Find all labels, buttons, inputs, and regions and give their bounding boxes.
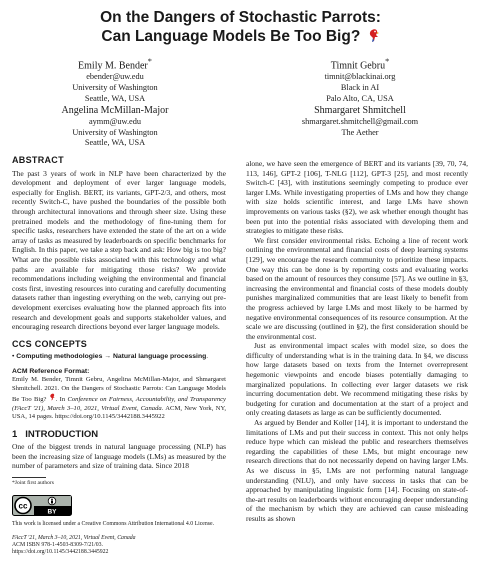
body-paragraph: We first consider environmental risks. Echoing a line of recent work outlining the environmental and financial costs of deep learning systems [129], we encourage the research community to prioritize these impacts. One way this can be done is by reporting costs and evaluating works based on the amount of resources they consume [57]. As we outline in §3, increasing the environmental and financial costs of these models doubly punishes marginalized communities that are least likely to benefit from the progress achieved by large LMs and most likely to be harmed by negative environmental consequences of its resource consumption. At the scale we are discussing (outlined in §2), the first consideration should be the environmental cost. xyxy=(246,235,468,341)
author-name: Shmargaret Shmitchell xyxy=(314,105,406,116)
cc-badge-label: cc xyxy=(18,501,28,511)
author-affiliation: University of Washington xyxy=(72,82,158,92)
paper-title-line1: On the Dangers of Stochastic Parrots: xyxy=(100,9,381,26)
acm-reference-venue: Conference on Fairness, Accountability, and Transparency (FAccT '21), March 3–10, 2021, Virtual Event, Canada. xyxy=(12,396,226,412)
author-affiliation: The Aether xyxy=(341,127,379,137)
ccs-main: Computing methodologies xyxy=(16,353,103,361)
abstract-heading: ABSTRACT xyxy=(12,155,64,165)
section-number: 1 xyxy=(12,428,18,440)
author-name: Angelina McMillan-Major xyxy=(61,105,169,116)
author-block-3 xyxy=(30,105,200,149)
author-block-2 xyxy=(275,56,445,104)
parrot-icon xyxy=(49,396,56,403)
section-title: INTRODUCTION xyxy=(25,428,99,440)
left-column xyxy=(12,156,226,556)
cc-by-license-badge[interactable] xyxy=(12,495,226,519)
introduction-heading xyxy=(12,430,226,440)
author-name: Timnit Gebru xyxy=(330,60,386,72)
author-block-1 xyxy=(30,56,200,104)
author-affiliation: University of Washington xyxy=(72,127,158,137)
body-paragraph: Just as environmental impact scales with model size, so does the difficulty of understanding what is in the training data. In §4, we discuss how large datasets based on texts from the Internet overrepresent hegemonic viewpoints and encode biases potentially damaging to marginalized populations. In collecting ever larger datasets we risk incurring documentation debt. We recommend mitigating these risks by budgeting for curation and documentation at the start of a project and only creating datasets as large as can be sufficiently documented. xyxy=(246,341,468,418)
paper-title-line2: Can Language Models Be Too Big? xyxy=(101,28,361,45)
ccs-sub: Natural language processing xyxy=(112,353,207,361)
author-marker: * xyxy=(147,57,152,66)
body-paragraph: alone, we have seen the emergence of BERT and its variants [39, 70, 74, 113, 146], GPT-2 [106], T-NLG [112], GPT-3 [25], and most recently Switch-C [43], with institutions seemingly competing to produce ever larger LMs. While investigating properties of LMs and how they change with size holds scientific interest, and large LMs have shown improvements on various tasks (§2), we ask whether enough thought has been put into the potential risks associated with developing them and strategies to mitigate these risks. xyxy=(246,159,468,236)
ccs-concept-item: • Computing methodologies → Natural language processing. xyxy=(12,353,209,361)
isbn-line: ACM ISBN 978-1-4503-8309-7/21/03. xyxy=(12,541,103,548)
author-email[interactable]: timnit@blackinai.org xyxy=(324,72,396,82)
author-location: Seattle, WA, USA xyxy=(84,93,146,103)
by-badge-label: BY xyxy=(47,508,57,516)
doi-link[interactable]: https://doi.org/10.1145/3442188.3445922 xyxy=(12,549,109,556)
right-column xyxy=(246,159,468,524)
license-text: This work is licensed under a Creative Commons Attribution International 4.0 License. xyxy=(12,521,215,528)
author-email[interactable]: ebender@uw.edu xyxy=(86,72,144,82)
ccs-arrow: → xyxy=(102,353,113,361)
author-affiliation: Black in AI xyxy=(340,82,380,92)
author-location: Seattle, WA, USA xyxy=(84,138,146,148)
author-location: Palo Alto, CA, USA xyxy=(326,93,394,103)
acm-reference-text: Emily M. Bender, Timnit Gebru, Angelina McMillan-Major, and Shmargaret Shmitchell. 2021. On the Dangers of Stochastic Parrots: Can Language Models Be Too Big? . In Conference on Fairness, Accountability, and Transparency (FAccT '21), March 3–10, 2021, Virtual Event, Canada. ACM, New York, NY, USA, 14 pages. https://doi.org/10.1145/3442188.3445922 xyxy=(12,376,227,421)
acm-reference-heading: ACM Reference Format: xyxy=(12,367,90,375)
abstract-text: The past 3 years of work in NLP have been characterized by the development and deployment of ever larger language models, especially for English. BERT, its variants, GPT-2/3, and others, most recently Switch-C, have pushed the boundaries of the possible both through architectural innovations and through sheer size. Using these pretrained models and the methodology of fine-tuning them for specific tasks, researchers have extended the state of the art on a wide array of tasks as measured by leaderboards on specific benchmarks for English. In this paper, we take a step back and ask: How big is too big? What are the possible risks associated with this technology and what paths are available for mitigating those risks? We provide recommendations including weighing the environmental and financial costs first, investing resources into curating and carefully documenting datasets rather than ingesting everything on the web, carrying out pre-development exercises evaluating how the planned approach fits into research and development goals and supports stakeholder values, and encouraging research directions beyond ever larger language models. xyxy=(12,168,226,332)
ccs-heading: CCS CONCEPTS xyxy=(12,338,88,349)
body-paragraph: As argued by Bender and Koller [14], it is important to understand the limitations of LMs and put their success in context. This not only helps reduce hype which can mislead the public and researchers themselves regarding the capabilities of these LMs, but might encourage new research directions that do not necessarily depend on having larger LMs. As we discuss in §5, LMs are not performing natural language understanding (NLU), and only have success in tasks that can be approached by manipulating linguistic form [14]. Focusing on state-of-the-art results on leaderboards without encouraging deeper understanding of the mechanism by which they are achieved can cause misleading results as shown xyxy=(246,418,468,523)
author-email[interactable]: aymm@uw.edu xyxy=(88,117,142,126)
author-marker: * xyxy=(385,57,390,66)
author-block-4 xyxy=(275,105,445,138)
footnote: *Joint first authors xyxy=(12,479,54,486)
paper-title xyxy=(0,8,481,48)
footnote-rule xyxy=(12,477,46,478)
parrot-icon xyxy=(368,28,380,48)
author-email[interactable]: shmargaret.shmitchell@gmail.com xyxy=(301,117,419,126)
introduction-text: One of the biggest trends in natural language processing (NLP) has been the increasing size of language models (LMs) as measured by the number of parameters and size of training data. Since 2018 xyxy=(12,442,226,471)
author-name: Emily M. Bender xyxy=(78,60,148,72)
conference-info xyxy=(12,535,226,557)
conference-line: FAccT '21, March 3–10, 2021, Virtual Event, Canada xyxy=(12,534,136,541)
